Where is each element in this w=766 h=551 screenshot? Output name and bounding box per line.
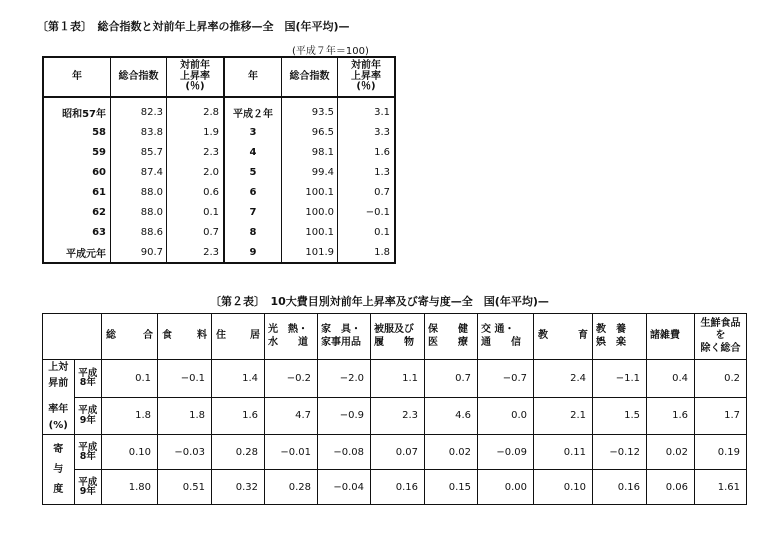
table-row [43,202,395,222]
table-row [43,242,395,263]
value-cell: −0.1 [158,360,212,398]
spacer [43,392,74,402]
value-cell: 0.7 [425,360,478,398]
rate-cell: 0.1 [167,202,225,222]
column-header-line: 除く総合 [700,342,741,354]
table-row [43,122,395,142]
table-row [43,397,747,435]
column-header-line: 光 熱・ [268,324,308,335]
table-row [43,435,747,470]
rate-cell: 3.1 [338,97,396,122]
index-cell: 98.1 [282,142,338,162]
table-row [43,97,395,122]
value-cell: −2.0 [318,360,371,398]
index-cell: 93.5 [282,97,338,122]
column-header-label [212,330,264,343]
table2-header-row [43,314,747,360]
group-label-line: 率年 [48,404,69,415]
column-header-line: 被服及び [374,324,414,335]
column-header-char: 食 [162,330,172,342]
group-label-line: 寄 [53,443,64,455]
rate-cell: 1.3 [338,162,396,182]
year-cell: 61 [43,182,111,202]
group-label-line: 度 [53,483,64,495]
value-cell: 0.4 [647,360,695,398]
value-cell: 0.2 [695,360,747,398]
index-cell: 96.5 [282,122,338,142]
index-cell: 88.0 [111,202,167,222]
year-label-h8 [74,435,101,470]
table-row [43,470,747,505]
group-label-line: 昇前 [48,378,69,389]
year-cell: 8 [224,222,282,242]
value-cell: 0.0 [478,397,534,435]
column-header-line: 履 物 [374,336,414,348]
header-rate [167,57,225,97]
column-header-char: 総 [106,330,116,342]
column-header [158,314,212,360]
value-cell: 0.11 [534,435,593,470]
value-cell: 1.61 [695,470,747,505]
column-header-line: 水 道 [268,336,308,348]
rate-cell: 2.3 [167,242,225,263]
index-cell: 90.7 [111,242,167,263]
value-cell: −0.09 [478,435,534,470]
year-cell: 5 [224,162,282,182]
value-cell: 0.10 [102,435,158,470]
column-header [265,314,318,360]
value-cell: −0.01 [265,435,318,470]
value-cell: 0.28 [212,435,265,470]
index-cell: 82.3 [111,97,167,122]
header-rate [338,57,396,97]
value-cell: 4.7 [265,397,318,435]
header-rate-line: 対前年 [180,60,210,72]
column-header-label [102,330,157,343]
value-cell: 0.32 [212,470,265,505]
index-cell: 85.7 [111,142,167,162]
value-cell: 0.16 [371,470,425,505]
column-header [318,314,371,360]
year-cell: 63 [43,222,111,242]
table2-title: 〔第２表〕 10大費目別対前年上昇率及び寄与度—全 国(年平均)— [210,295,549,308]
value-cell: −0.03 [158,435,212,470]
year-label-line: 平成 [78,476,98,488]
year-cell: 62 [43,202,111,222]
column-header-line: 保 健 [428,324,468,335]
year-label-line: 9年 [79,486,96,497]
table-row [43,162,395,182]
rate-cell: 0.6 [167,182,225,202]
table-row [43,182,395,202]
year-cell: 昭和57年 [43,97,111,122]
value-cell: 2.1 [534,397,593,435]
header-year: 年 [224,57,282,97]
value-cell: 1.1 [371,360,425,398]
index-cell: 83.8 [111,122,167,142]
year-label-line: 9年 [79,414,96,426]
header-rate-line: 対前年 [351,60,381,72]
column-header-char: 育 [578,330,588,342]
year-cell: 6 [224,182,282,202]
value-cell: 0.1 [102,360,158,398]
group-label-rate [43,360,75,435]
table-row [43,360,747,398]
year-cell: 59 [43,142,111,162]
column-header [593,314,647,360]
rate-cell: 0.7 [167,222,225,242]
table2-corner [43,314,102,360]
index-cell: 100.0 [282,202,338,222]
column-header [371,314,425,360]
column-header-line: 医 療 [428,336,468,348]
value-cell: 0.00 [478,470,534,505]
year-label-line: 8年 [79,377,96,389]
year-label-h9 [74,397,101,435]
value-cell: 0.19 [695,435,747,470]
year-label-line: 平成 [78,441,98,453]
column-header-char: 料 [197,330,207,342]
value-cell: −0.08 [318,435,371,470]
year-label-line: 8年 [79,451,96,462]
value-cell: 1.4 [212,360,265,398]
value-cell: 1.7 [695,397,747,435]
index-cell: 99.4 [282,162,338,182]
value-cell: 1.8 [158,397,212,435]
column-header-label [534,330,592,343]
column-header-line: 家 具・ [321,324,361,335]
column-header-line: 家事用品 [321,336,361,348]
index-cell: 101.9 [282,242,338,263]
rate-cell: 1.8 [338,242,396,263]
value-cell: 0.02 [425,435,478,470]
value-cell: 0.02 [647,435,695,470]
header-year: 年 [43,57,111,97]
rate-cell: 3.3 [338,122,396,142]
rate-cell: 2.8 [167,97,225,122]
value-cell: 0.28 [265,470,318,505]
index-cell: 87.4 [111,162,167,182]
value-cell: −0.7 [478,360,534,398]
header-rate-line: (％) [356,81,376,93]
year-label-line: 平成 [78,405,98,417]
column-header-char: 住 [216,330,226,342]
value-cell: 0.06 [647,470,695,505]
value-cell: 2.4 [534,360,593,398]
table1 [42,56,396,264]
rate-cell: 2.3 [167,142,225,162]
table-row [43,142,395,162]
value-cell: 1.8 [102,397,158,435]
value-cell: 0.15 [425,470,478,505]
year-label-h9 [74,470,101,505]
table1-title: 〔第１表〕 総合指数と対前年上昇率の推移—全 国(年平均)— [37,20,350,33]
value-cell: 1.6 [647,397,695,435]
column-header-line: 生鮮食品 [700,317,741,329]
value-cell: 2.3 [371,397,425,435]
column-header-char: 合 [143,330,153,342]
column-header-line: 通 信 [481,336,521,348]
column-header [212,314,265,360]
table1-header-row [43,57,395,97]
year-cell: 7 [224,202,282,222]
rate-cell: 0.1 [338,222,396,242]
column-header [478,314,534,360]
year-cell: 9 [224,242,282,263]
year-cell: 60 [43,162,111,182]
rate-cell: −0.1 [338,202,396,222]
rate-cell: 1.6 [338,142,396,162]
value-cell: 0.51 [158,470,212,505]
group-label-contribution [43,435,75,505]
column-header-line: 娯 楽 [596,336,626,348]
value-cell: −0.2 [265,360,318,398]
index-cell: 100.1 [282,182,338,202]
header-rate-line: 上昇率 [351,70,381,82]
value-cell: 4.6 [425,397,478,435]
column-header-char: 居 [250,330,260,342]
value-cell: −1.1 [593,360,647,398]
column-header [102,314,158,360]
column-header [647,314,695,360]
value-cell: −0.12 [593,435,647,470]
rate-cell: 0.7 [338,182,396,202]
header-rate-line: 上昇率 [180,70,210,82]
column-header [425,314,478,360]
column-header [534,314,593,360]
table2 [42,313,747,505]
index-cell: 88.6 [111,222,167,242]
column-header-char: 教 [538,330,548,342]
table1-base-note: (平成７年＝100) [292,46,369,57]
header-index: 総合指数 [282,57,338,97]
index-cell: 100.1 [282,222,338,242]
column-header-line: 交 通・ [481,324,515,335]
column-header-line: 諸雑費 [650,330,680,342]
column-header-line: を [715,330,726,342]
value-cell: 1.6 [212,397,265,435]
column-header-line: 教 養 [596,324,626,335]
index-cell: 88.0 [111,182,167,202]
year-cell: 平成元年 [43,242,111,263]
value-cell: 0.16 [593,470,647,505]
year-label-h8 [74,360,101,398]
year-cell: 平成２年 [224,97,282,122]
group-label-line: (%) [48,420,68,431]
year-cell: 3 [224,122,282,142]
rate-cell: 2.0 [167,162,225,182]
header-index: 総合指数 [111,57,167,97]
table-row [43,222,395,242]
year-cell: 4 [224,142,282,162]
column-header-label [158,330,211,343]
column-header [695,314,747,360]
header-rate-line: (％) [185,81,205,93]
group-label-line: 上対 [48,362,69,373]
value-cell: −0.9 [318,397,371,435]
value-cell: 0.07 [371,435,425,470]
value-cell: −0.04 [318,470,371,505]
group-label-line: 与 [53,463,64,475]
year-label-line: 平成 [78,367,98,379]
value-cell: 1.5 [593,397,647,435]
value-cell: 0.10 [534,470,593,505]
year-cell: 58 [43,122,111,142]
value-cell: 1.80 [102,470,158,505]
table1-body [43,97,395,263]
rate-cell: 1.9 [167,122,225,142]
